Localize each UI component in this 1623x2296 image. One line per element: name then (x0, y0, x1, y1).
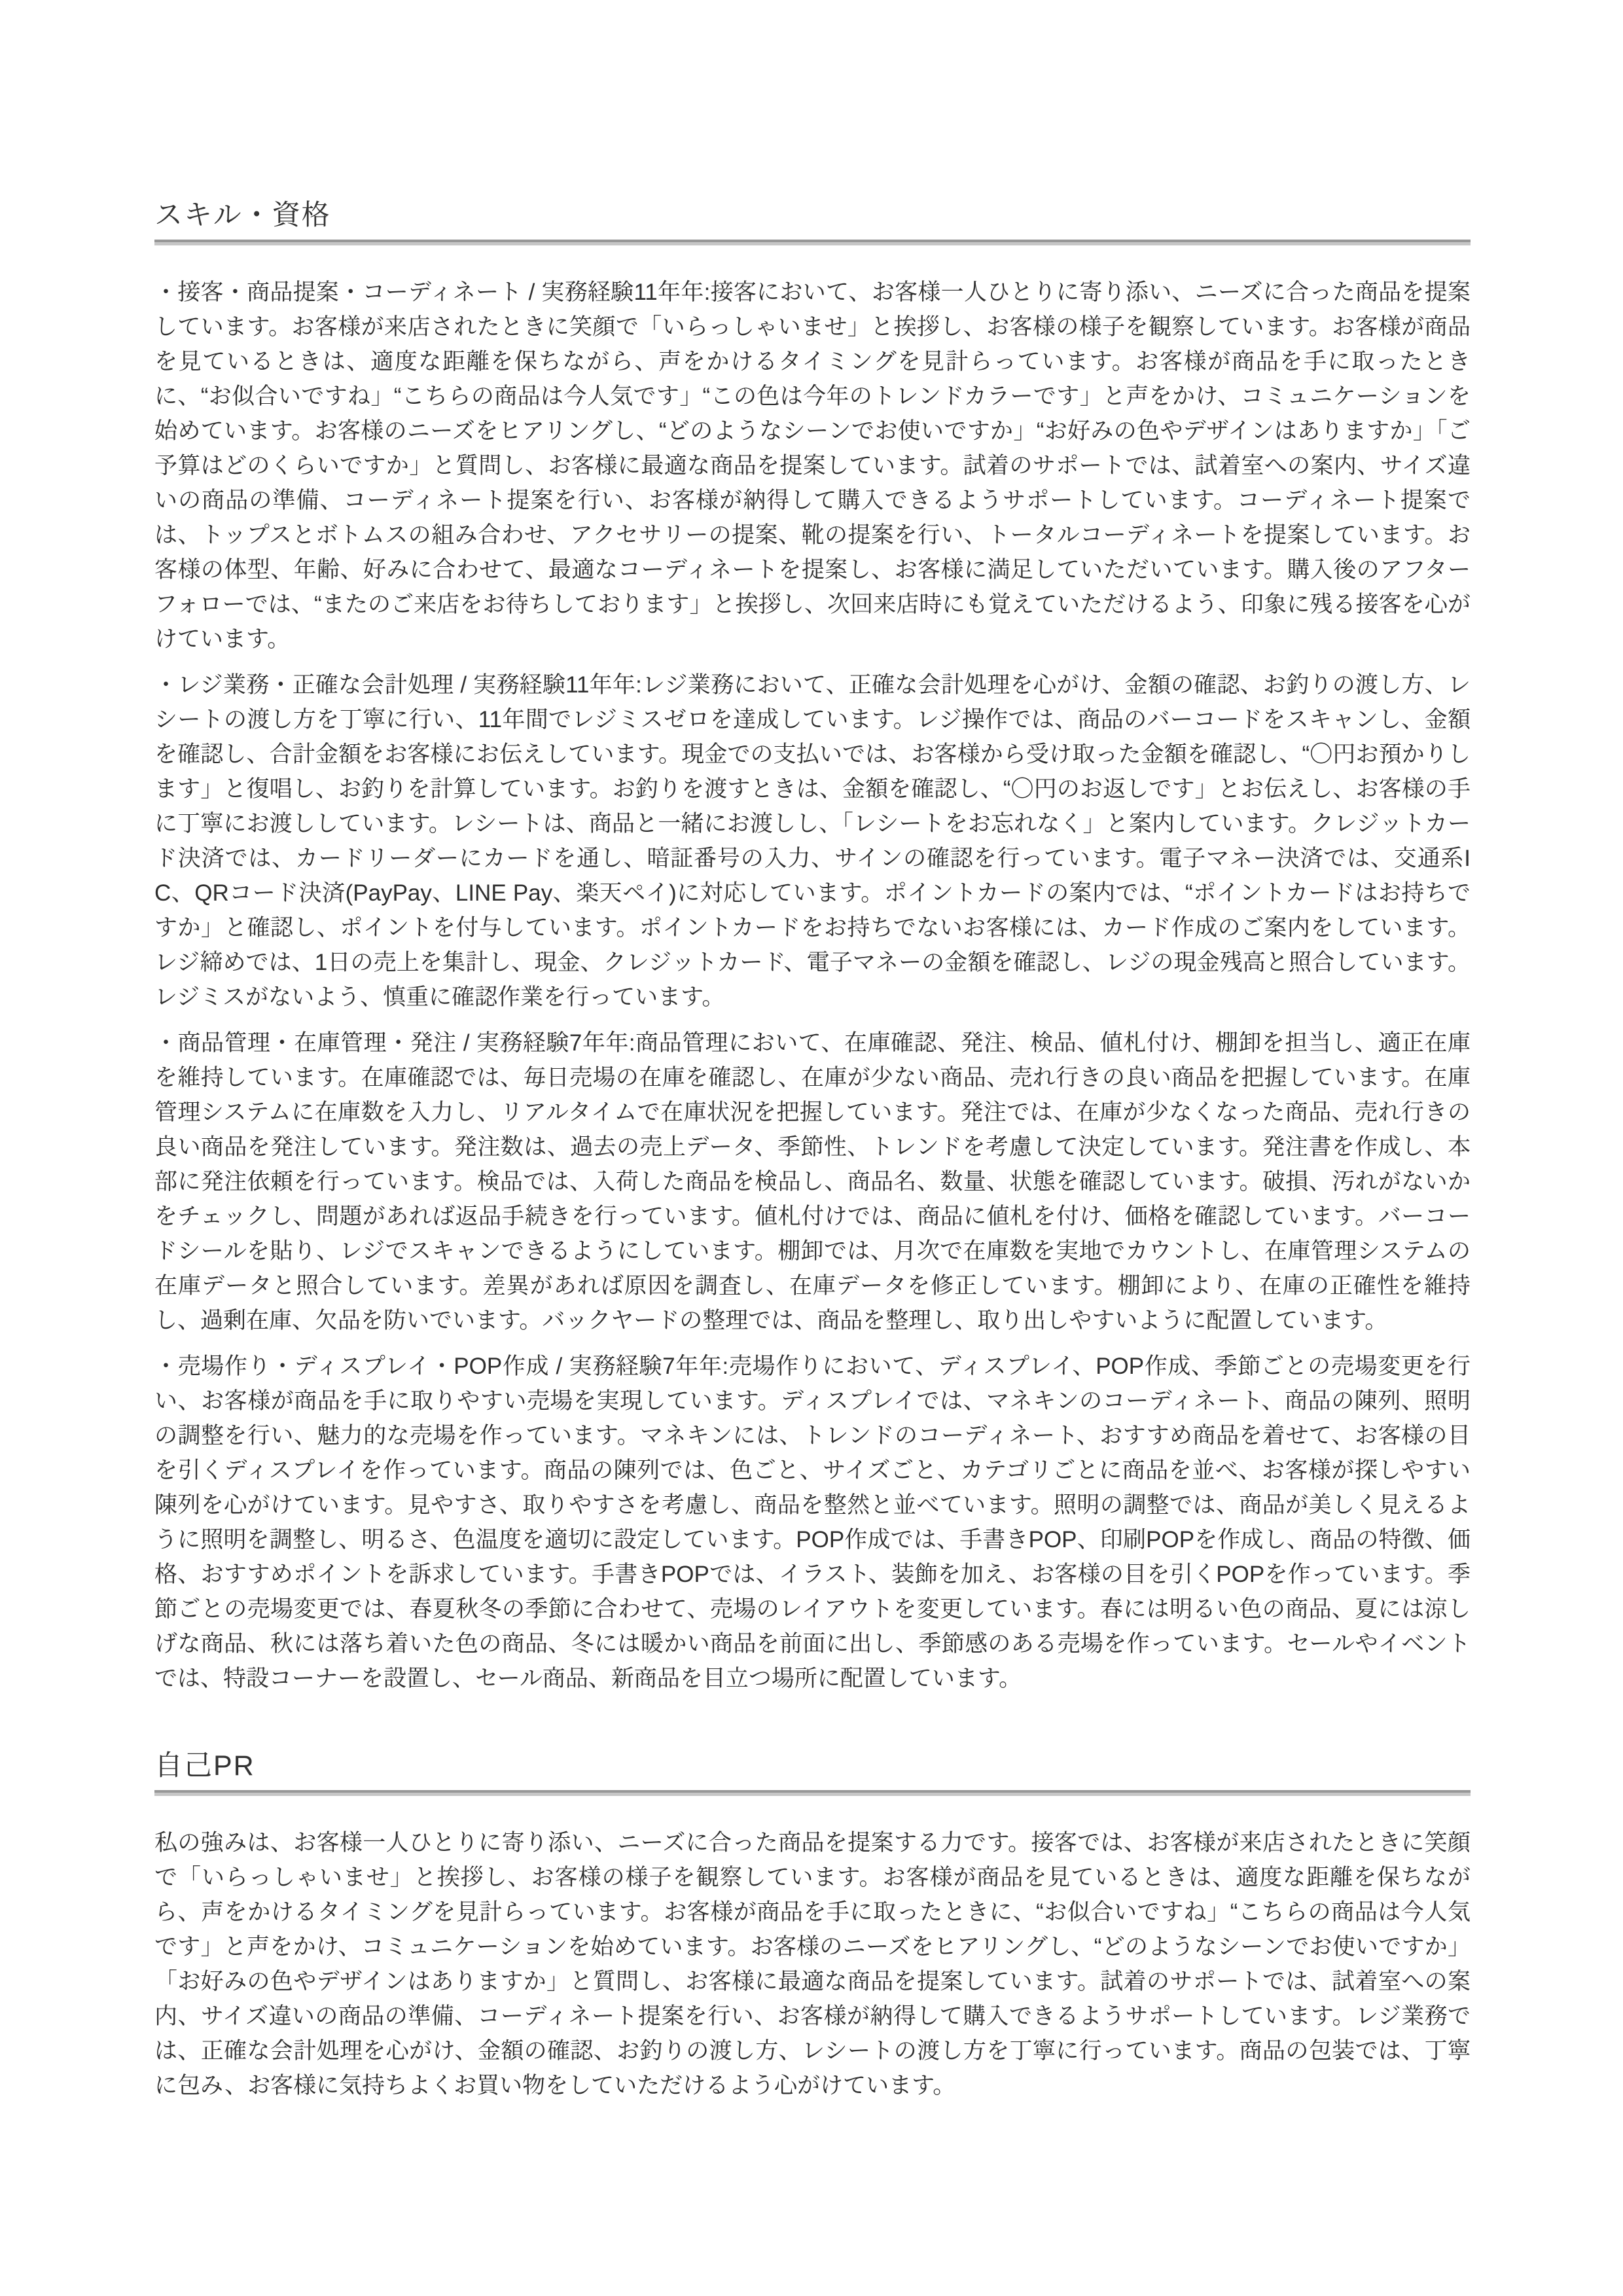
skill-paragraph-customer-service: ・接客・商品提案・コーディネート / 実務経験11年年:接客において、お客様一人ひとりに寄り添い、ニーズに合った商品を提案しています。お客様が来店されたときに笑顔で「いらっしゃいませ」と挨拶し、お客様の様子を観察しています。お客様が商品を見ているときは、適度な距離を保ちながら、声をかけるタイミングを見計らっています。お客様が商品を手に取ったときに、“お似合いですね」“こちらの商品は今人気です」“この色は今年のトレンドカラーです」と声をかけ、コミュニケーションを始めています。お客様のニーズをヒアリングし、“どのようなシーンでお使いですか」“お好みの色やデザインはありますか」「ご予算はどのくらいですか」と質問し、お客様に最適な商品を提案しています。試着のサポートでは、試着室への案内、サイズ違いの商品の準備、コーディネート提案を行い、お客様が納得して購入できるようサポートしています。コーディネート提案では、トップスとボトムスの組み合わせ、アクセサリーの提案、靴の提案を行い、トータルコーディネートを提案しています。お客様の体型、年齢、好みに合わせて、最適なコーディネートを提案し、お客様に満足していただいています。購入後のアフターフォローでは、“またのご来店をお待ちしております」と挨拶し、次回来店時にも覚えていただけるよう、印象に残る接客を心がけています。 (154, 279, 1471, 652)
self-pr-section-heading: 自己PR (154, 1750, 255, 1782)
self-pr-section-divider (154, 1790, 1471, 1796)
skill-paragraph-register: ・レジ業務・正確な会計処理 / 実務経験11年年:レジ業務において、正確な会計処理を心がけ、金額の確認、お釣りの渡し方、レシートの渡し方を丁寧に行い、11年間でレジミスゼロを達成しています。レジ操作では、商品のバーコードをスキャンし、金額を確認し、合計金額をお客様にお伝えしています。現金での支払いでは、お客様から受け取った金額を確認し、“〇円お預かりします」と復唱し、お釣りを計算しています。お釣りを渡すときは、金額を確認し、“〇円のお返しです」とお伝えし、お客様の手に丁寧にお渡ししています。レシートは、商品と一緒にお渡しし、「レシートをお忘れなく」と案内しています。クレジットカード決済では、カードリーダーにカードを通し、暗証番号の入力、サインの確認を行っています。電子マネー決済では、交通系IC、QRコード決済(PayPay、LINE Pay、楽天ペイ)に対応しています。ポイントカードの案内では、“ポイントカードはお持ちですか」と確認し、ポイントを付与しています。ポイントカードをお持ちでないお客様には、カード作成のご案内をしています。レジ締めでは、1日の売上を集計し、現金、クレジットカード、電子マネーの金額を確認し、レジの現金残高と照合しています。レジミスがないよう、慎重に確認作業を行っています。 (154, 672, 1471, 1010)
self-pr-section-body (154, 1825, 1471, 2103)
section-skills (154, 200, 1471, 1696)
section-self-pr (154, 1751, 1471, 2103)
skill-paragraph-inventory: ・商品管理・在庫管理・発注 / 実務経験7年年:商品管理において、在庫確認、発注、検品、値札付け、棚卸を担当し、適正在庫を維持しています。在庫確認では、毎日売場の在庫を確認し、在庫が少ない商品、売れ行きの良い商品を把握しています。在庫管理システムに在庫数を入力し、リアルタイムで在庫状況を把握しています。発注では、在庫が少なくなった商品、売れ行きの良い商品を発注しています。発注数は、過去の売上データ、季節性、トレンドを考慮して決定しています。発注書を作成し、本部に発注依頼を行っています。検品では、入荷した商品を検品し、商品名、数量、状態を確認しています。破損、汚れがないかをチェックし、問題があれば返品手続きを行っています。値札付けでは、商品に値札を付け、価格を確認しています。バーコードシールを貼り、レジでスキャンできるようにしています。棚卸では、月次で在庫数を実地でカウントし、在庫管理システムの在庫データと照合しています。差異があれば原因を調査し、在庫データを修正しています。棚卸により、在庫の正確性を維持し、過剰在庫、欠品を防いでいます。バックヤードの整理では、商品を整理し、取り出しやすいように配置しています。 (154, 1030, 1471, 1333)
skills-section-heading: スキル・資格 (154, 200, 331, 231)
skills-section-body (154, 275, 1471, 1696)
skill-paragraph-display: ・売場作り・ディスプレイ・POP作成 / 実務経験7年年:売場作りにおいて、ディスプレイ、POP作成、季節ごとの売場変更を行い、お客様が商品を手に取りやすい売場を実現しています。ディスプレイでは、マネキンのコーディネート、商品の陳列、照明の調整を行い、魅力的な売場を作っています。マネキンには、トレンドのコーディネート、おすすめ商品を着せて、お客様の目を引くディスプレイを作っています。商品の陳列では、色ごと、サイズごと、カテゴリごとに商品を並べ、お客様が探しやすい陳列を心がけています。見やすさ、取りやすさを考慮し、商品を整然と並べています。照明の調整では、商品が美しく見えるように照明を調整し、明るさ、色温度を適切に設定しています。POP作成では、手書きPOP、印刷POPを作成し、商品の特徴、価格、おすすめポイントを訴求しています。手書きPOPでは、イラスト、装飾を加え、お客様の目を引くPOPを作っています。季節ごとの売場変更では、春夏秋冬の季節に合わせて、売場のレイアウトを変更しています。春には明るい色の商品、夏には涼しげな商品、秋には落ち着いた色の商品、冬には暖かい商品を前面に出し、季節感のある売場を作っています。セールやイベントでは、特設コーナーを設置し、セール商品、新商品を目立つ場所に配置しています。 (154, 1354, 1471, 1691)
self-pr-paragraph: 私の強みは、お客様一人ひとりに寄り添い、ニーズに合った商品を提案する力です。接客では、お客様が来店されたときに笑顔で「いらっしゃいませ」と挨拶し、お客様の様子を観察しています。お客様が商品を見ているときは、適度な距離を保ちながら、声をかけるタイミングを見計らっています。お客様が商品を手に取ったときに、“お似合いですね」“こちらの商品は今人気です」と声をかけ、コミュニケーションを始めています。お客様のニーズをヒアリングし、“どのようなシーンでお使いですか」「お好みの色やデザインはありますか」と質問し、お客様に最適な商品を提案しています。試着のサポートでは、試着室への案内、サイズ違いの商品の準備、コーディネート提案を行い、お客様が納得して購入できるようサポートしています。レジ業務では、正確な会計処理を心がけ、金額の確認、お釣りの渡し方、レシートの渡し方を丁寧に行っています。商品の包装では、丁寧に包み、お客様に気持ちよくお買い物をしていただけるよう心がけています。 (154, 1830, 1471, 2098)
skills-section-divider (154, 240, 1471, 245)
